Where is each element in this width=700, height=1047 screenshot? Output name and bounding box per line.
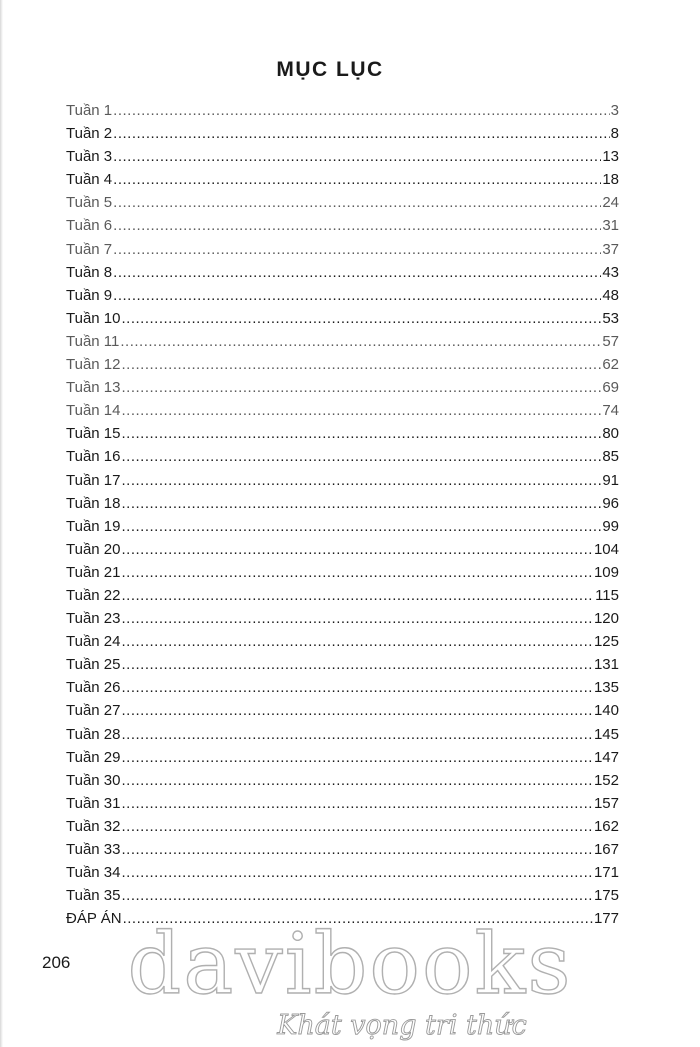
toc-entry-label: Tuần 24 [66,633,121,651]
dot-leader [122,723,593,746]
page-title: MỤC LỤC [276,58,384,81]
toc-entry-label: Tuần 30 [66,771,121,789]
toc-entry-label: Tuần 3 [66,148,113,166]
toc-entry-page: 85 [602,448,619,466]
dot-leader [120,330,601,353]
toc-entry-label: Tuần 11 [66,332,120,350]
toc-entry-page: 167 [593,841,619,858]
toc-entry-page: 18 [602,171,619,189]
toc-entry-label: Tuần 25 [66,656,121,674]
toc-entry-page: 69 [602,379,619,397]
toc-entry-page: 162 [593,817,619,835]
toc-entry-label: Tuần 34 [66,864,121,882]
toc-entry [66,699,619,722]
toc-entry [66,214,619,237]
toc-entry-label: Tuần 1 [66,102,113,119]
toc-entry-label: Tuần 7 [66,240,113,258]
toc-entry [66,815,619,838]
toc-entry [66,422,619,445]
dot-leader [122,769,593,792]
toc-entry [66,584,619,607]
toc-entry-label: ĐÁP ÁN [66,910,122,928]
toc-entry-page: 109 [593,563,619,581]
toc-entry [66,399,619,422]
dot-leader [122,815,593,838]
toc-entry-label: Tuần 12 [66,356,121,374]
toc-entry [66,261,619,284]
toc-entry-label: Tuần 17 [66,471,121,489]
toc-entry-page: 99 [602,517,619,535]
toc-entry-label: Tuần 23 [66,610,121,628]
toc-entry [66,145,619,168]
toc-entry-page: 31 [602,217,619,235]
toc-entry-page: 147 [593,748,619,766]
toc-entry-page: 140 [593,702,619,720]
dot-leader [122,884,593,907]
dot-leader [122,445,602,468]
toc-entry [66,746,619,769]
dot-leader [122,538,593,561]
toc-entry-label: Tuần 2 [66,125,113,143]
dot-leader [113,284,601,307]
toc-entry [66,607,619,630]
dot-leader [113,145,601,168]
toc-entry-label: Tuần 21 [66,563,121,581]
toc-entry-page: 8 [610,125,619,143]
toc-entry-label: Tuần 33 [66,841,121,858]
toc-entry-page: 145 [593,725,619,743]
toc-entry [66,284,619,307]
toc-entry [66,792,619,815]
toc-entry [66,376,619,399]
toc-entry-label: Tuần 27 [66,702,121,720]
toc-entry-label: Tuần 22 [66,586,121,604]
toc-entry-label: Tuần 8 [66,263,113,281]
toc-entry-label: Tuần 32 [66,817,121,835]
toc-entry-page: 104 [593,540,619,558]
watermark-tagline: Khát vọng tri thức [277,1010,527,1041]
dot-leader [113,122,610,145]
dot-leader [122,584,595,607]
dot-leader [113,191,601,214]
toc-entry-label: Tuần 18 [66,494,121,512]
dot-leader [122,422,602,445]
dot-leader [113,238,601,261]
toc-entry [66,561,619,584]
toc-entry-label: Tuần 13 [66,379,121,397]
toc-entry-label: Tuần 6 [66,217,113,235]
dot-leader [113,99,610,122]
toc-entry-page: 175 [593,887,619,905]
toc-entry [66,99,619,122]
toc-entry-page: 125 [593,633,619,651]
toc-entry-page: 62 [602,356,619,374]
dot-leader [113,261,601,284]
dot-leader [122,653,593,676]
toc-entry-label: Tuần 10 [66,309,121,327]
dot-leader [122,376,602,399]
toc-entry [66,723,619,746]
toc-entry-page: 157 [593,794,619,812]
toc-entry [66,469,619,492]
toc-entry [66,238,619,261]
toc-entry-label: Tuần 14 [66,402,121,420]
dot-leader [122,861,593,884]
dot-leader [122,399,602,422]
dot-leader [122,492,602,515]
toc-entry [66,330,619,353]
toc-entry [66,353,619,376]
toc-entry [66,630,619,653]
toc-entry-page: 120 [593,610,619,628]
dot-leader [122,515,602,538]
page-edge [0,0,3,1047]
toc-entry-page: 91 [602,471,619,489]
toc-entry [66,122,619,145]
toc-entry [66,861,619,884]
watermark-brand: davibooks [127,915,573,1013]
table-of-contents [66,99,619,930]
toc-entry-label: Tuần 35 [66,887,121,905]
toc-entry [66,191,619,214]
toc-entry-page: 13 [602,148,619,166]
dot-leader [122,676,593,699]
toc-entry-label: Tuần 28 [66,725,121,743]
toc-entry-label: Tuần 15 [66,425,121,443]
dot-leader [122,607,593,630]
toc-entry-page: 131 [593,656,619,674]
toc-entry-page: 135 [593,679,619,697]
dot-leader [122,469,602,492]
toc-entry-page: 57 [602,332,619,350]
toc-entry-page: 3 [610,102,619,119]
toc-entry-page: 24 [602,194,619,212]
toc-entry [66,907,619,930]
toc-entry [66,492,619,515]
toc-entry [66,445,619,468]
dot-leader [122,746,593,769]
toc-entry-label: Tuần 26 [66,679,121,697]
toc-entry [66,884,619,907]
toc-entry-label: Tuần 9 [66,286,113,304]
dot-leader [123,907,593,930]
toc-entry-page: 53 [602,309,619,327]
toc-entry-page: 152 [593,771,619,789]
dot-leader [122,699,593,722]
toc-entry [66,307,619,330]
toc-entry [66,515,619,538]
toc-entry-label: Tuần 16 [66,448,121,466]
dot-leader [122,561,593,584]
dot-leader [122,353,602,376]
dot-leader [122,307,602,330]
toc-entry-page: 115 [595,586,619,604]
toc-entry [66,769,619,792]
toc-entry-page: 177 [593,910,619,928]
toc-entry [66,676,619,699]
toc-entry-label: Tuần 4 [66,171,113,189]
toc-entry-label: Tuần 31 [66,794,121,812]
dot-leader [113,214,601,237]
toc-entry-page: 171 [593,864,619,882]
toc-entry-page: 37 [602,240,619,258]
toc-entry [66,168,619,191]
toc-entry-label: Tuần 19 [66,517,121,535]
toc-entry-page: 43 [602,263,619,281]
toc-entry-label: Tuần 29 [66,748,121,766]
dot-leader [113,168,601,191]
page-number: 206 [42,953,71,972]
toc-entry-page: 74 [602,402,619,420]
dot-leader [122,630,593,653]
toc-entry-page: 48 [602,286,619,304]
toc-entry [66,538,619,561]
dot-leader [122,792,593,815]
toc-entry-page: 80 [602,425,619,443]
toc-entry-page: 96 [602,494,619,512]
dot-leader [122,838,593,861]
toc-entry [66,653,619,676]
toc-entry [66,838,619,861]
toc-entry-label: Tuần 5 [66,194,113,212]
toc-entry-label: Tuần 20 [66,540,121,558]
